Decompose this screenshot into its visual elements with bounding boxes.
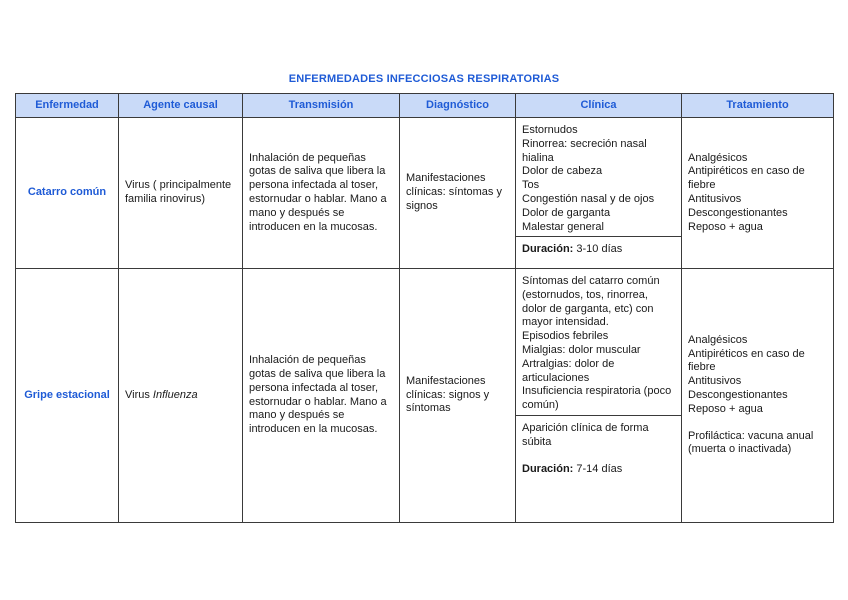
disease-name: Catarro común	[16, 118, 119, 269]
treatment-line: Antipiréticos en caso de fiebre	[688, 165, 805, 192]
onset-text: Aparición clínica de forma súbita	[522, 422, 649, 448]
treatment-line: Antipiréticos en caso de fiebre	[688, 347, 805, 374]
clinic-duration	[516, 237, 681, 263]
transmission-cell: Inhalación de pequeñas gotas de saliva que libera la persona infectada al toser, estornudar o hablar. Mano a mano y después se introducen en la mucosas.	[243, 269, 400, 523]
symptom-line: Mialgias: dolor muscular	[522, 343, 641, 356]
symptom-line: Malestar general	[522, 220, 604, 233]
symptom-line: Congestión nasal y de ojos	[522, 192, 655, 205]
symptom-line: Artralgias: dolor de articulaciones	[522, 357, 615, 384]
duration-label: Duración:	[522, 462, 574, 475]
symptom-line: Estornudos	[522, 124, 578, 136]
duration-value: 3-10 días	[573, 243, 623, 255]
header-diagnostico: Diagnóstico	[400, 94, 516, 118]
treatment-line: Antitusivos	[688, 375, 742, 388]
treatment-line: Descongestionantes	[688, 389, 788, 401]
treatment-line: Reposo + agua	[688, 220, 763, 233]
document-title: ENFERMEDADES INFECCIOSAS RESPIRATORIAS	[288, 73, 560, 85]
table-row	[16, 118, 834, 269]
header-tratamiento: Tratamiento	[682, 94, 834, 118]
header-enfermedad: Enfermedad	[16, 94, 119, 118]
disease-name: Gripe estacional	[16, 269, 119, 523]
clinic-symptoms	[516, 118, 681, 237]
treatment-line: Descongestionantes	[688, 206, 788, 219]
diagnosis-cell: Manifestaciones clínicas: síntomas y signos	[400, 118, 516, 269]
header-transmision: Transmisión	[243, 94, 400, 118]
transmission-cell: Inhalación de pequeñas gotas de saliva que libera la persona infectada al toser, estornudar o hablar. Mano a mano y después se introducen en la mucosas.	[243, 118, 400, 269]
treatment-cell	[682, 118, 834, 269]
header-agente-causal: Agente causal	[119, 94, 243, 118]
treatment-line: Analgésicos	[688, 151, 748, 164]
symptom-line: Dolor de garganta	[522, 206, 611, 219]
treatment-line: Antitusivos	[688, 193, 742, 205]
header-clinica: Clínica	[516, 94, 682, 118]
symptom-line: Insuficiencia respiratoria (poco común)	[522, 385, 672, 412]
prophylaxis-line: Profiláctica: vacuna anual (muerta o inactivada)	[688, 429, 814, 456]
treatment-line: Analgésicos	[688, 333, 748, 346]
clinic-cell	[516, 269, 682, 523]
treatment-line: Reposo + agua	[688, 402, 763, 415]
agent-prefix: Virus	[125, 388, 153, 401]
symptom-line: Episodios febriles	[522, 330, 609, 343]
table-row	[16, 269, 834, 523]
diseases-table	[15, 93, 834, 523]
clinic-symptoms	[516, 269, 681, 416]
symptom-line: Dolor de cabeza	[522, 165, 603, 178]
symptom-line: Rinorrea: secreción nasal hialina	[522, 137, 647, 164]
clinic-onset-duration	[516, 416, 681, 482]
clinic-cell	[516, 118, 682, 269]
symptom-line: Tos	[522, 179, 540, 192]
table-header-row	[16, 94, 834, 118]
agent-italic: Influenza	[152, 388, 198, 401]
duration-value: 7-14 días	[573, 462, 623, 475]
diagnosis-cell: Manifestaciones clínicas: signos y síntomas	[400, 269, 516, 523]
treatment-cell	[682, 269, 834, 523]
agent-cell: Virus ( principalmente familia rinovirus)	[119, 118, 243, 269]
symptom-line: Síntomas del catarro común (estornudos, tos, rinorrea, dolor de garganta, etc) con mayor intensidad.	[522, 275, 660, 329]
duration-label: Duración:	[522, 243, 574, 255]
agent-cell	[119, 269, 243, 523]
